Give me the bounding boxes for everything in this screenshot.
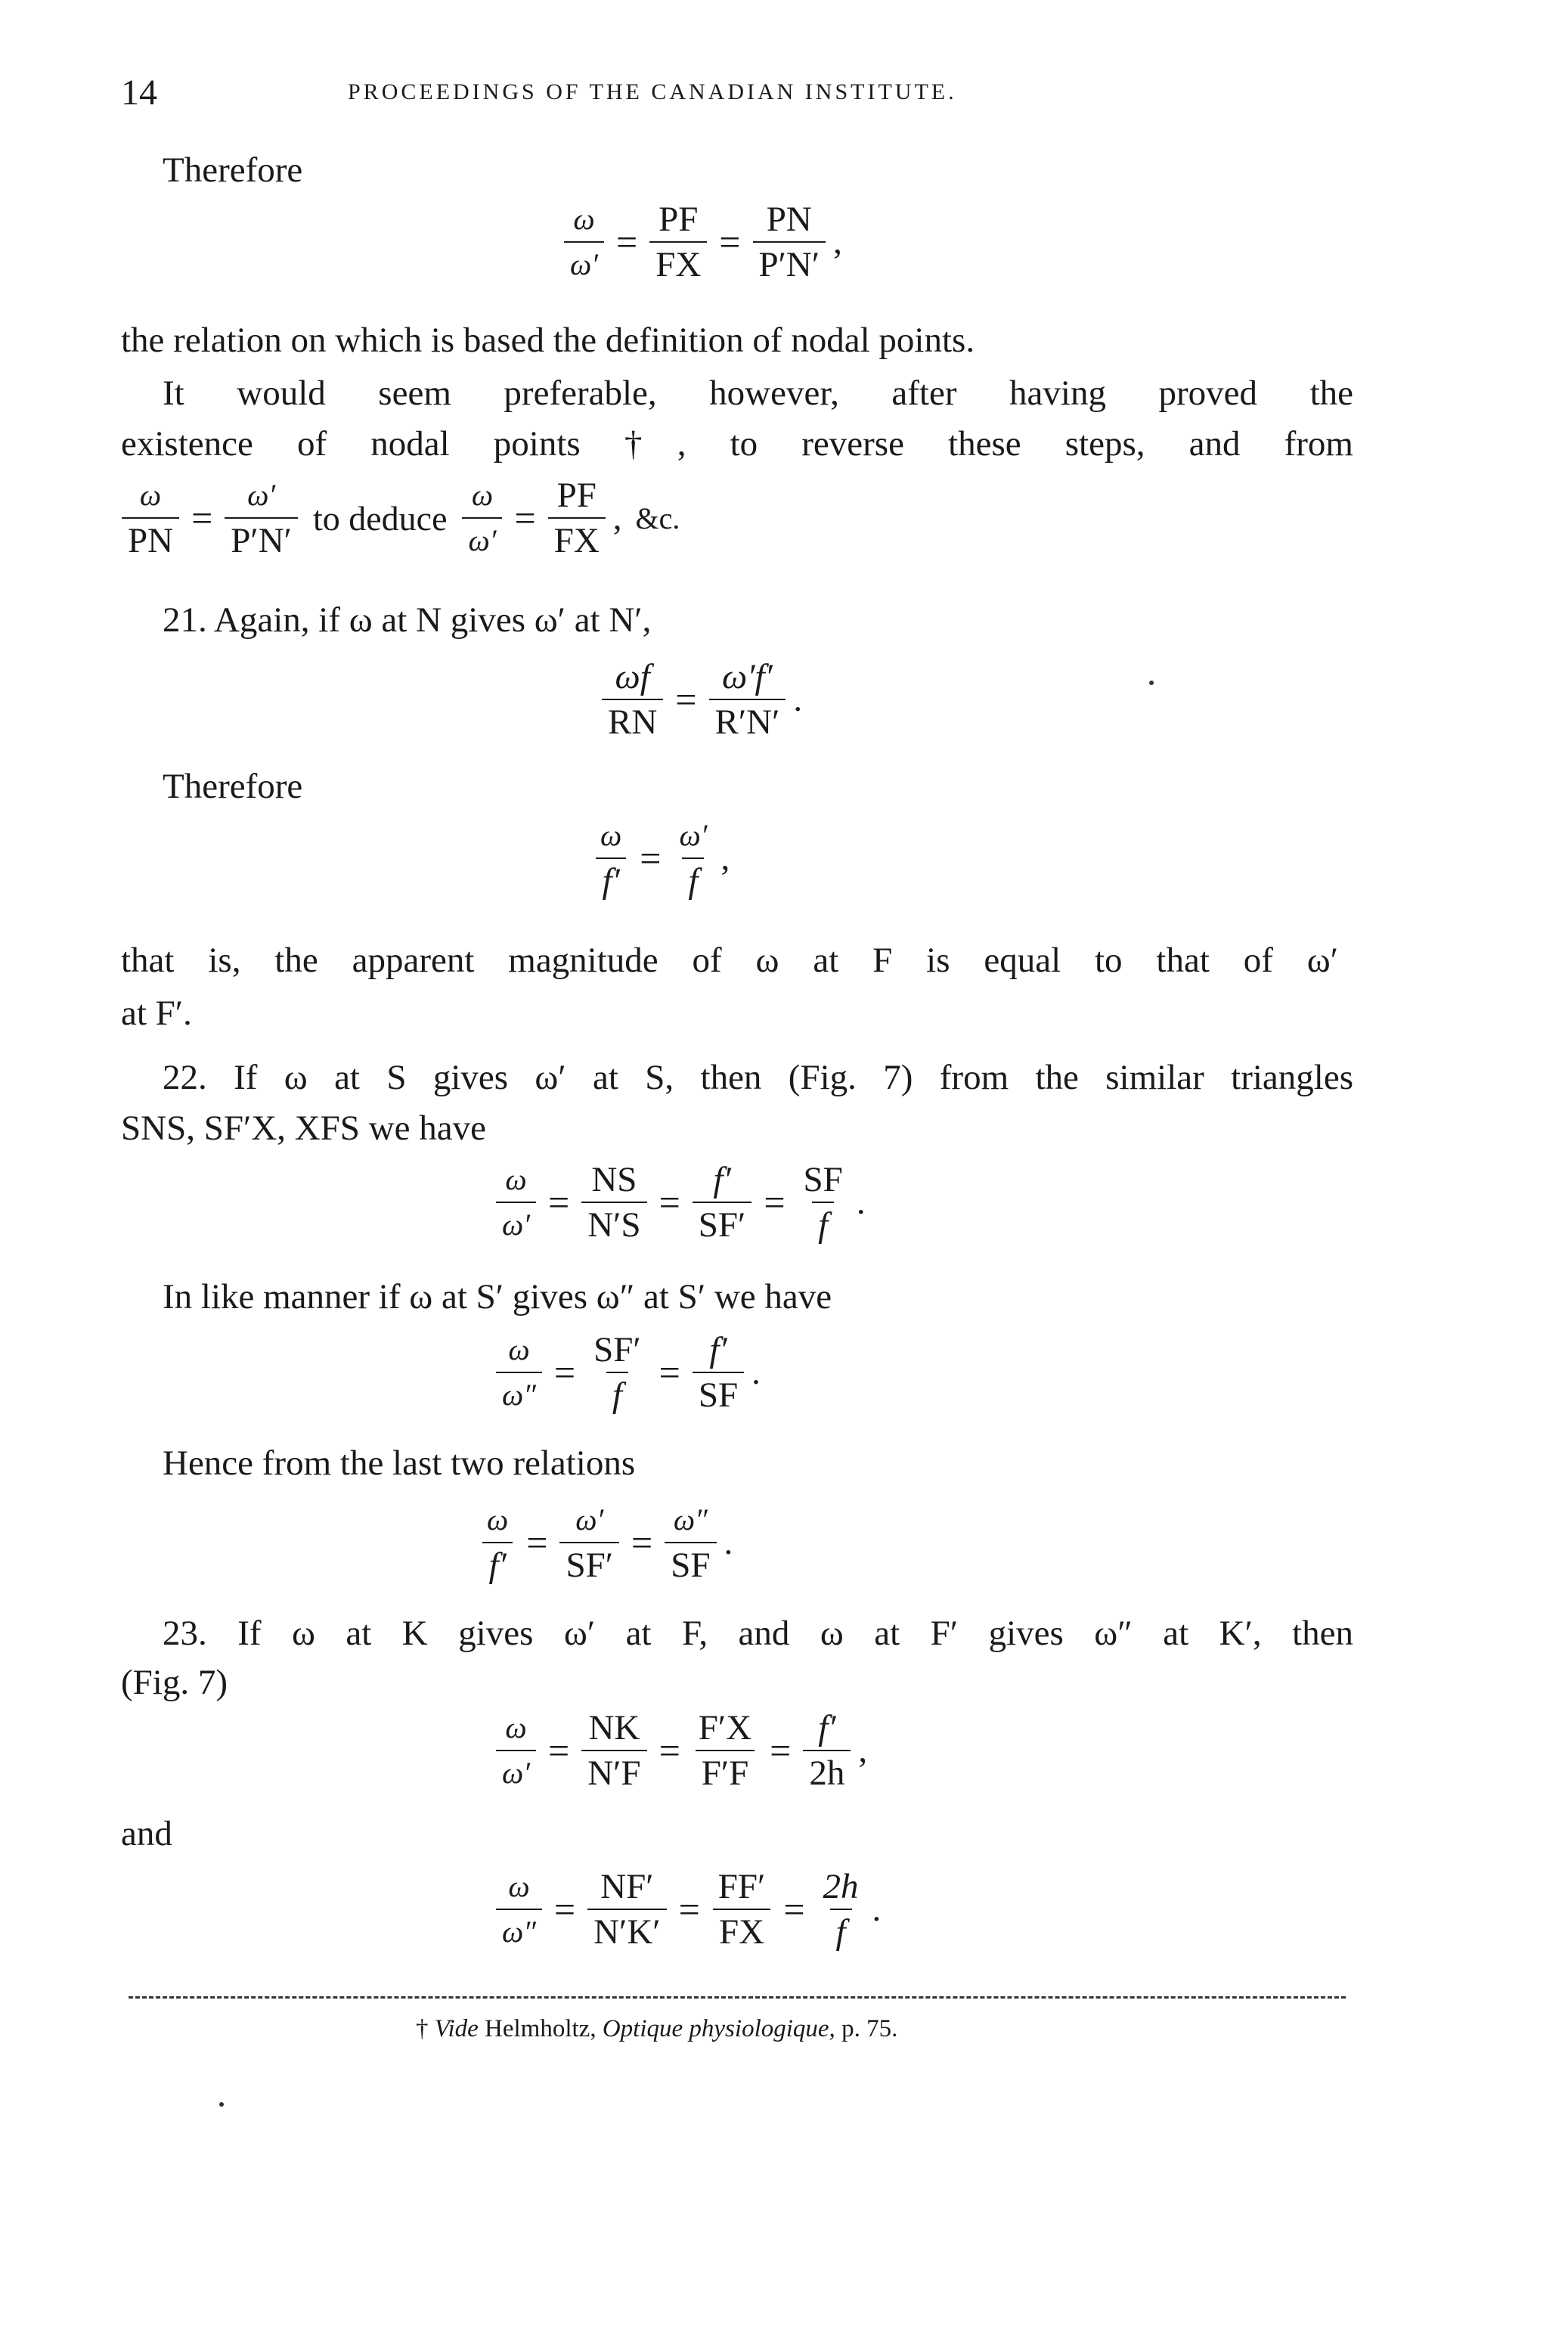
footnote-author: Helmholtz, bbox=[485, 2015, 597, 2042]
footnote-mark: † bbox=[416, 2015, 429, 2042]
equals-sign: = bbox=[719, 221, 741, 263]
fraction: $\frac{\omega}{\omega'}$ bbox=[496, 1709, 536, 1792]
equation-2 bbox=[597, 658, 802, 741]
fraction: $\frac{\omega}{\omega''}$ bbox=[496, 1868, 542, 1951]
equals-sign: = bbox=[631, 1521, 653, 1564]
punctuation: , bbox=[720, 839, 730, 878]
paragraph-seem-line-2: existence of nodal points †, to reverse these steps, and from bbox=[121, 424, 1353, 464]
punctuation: . bbox=[872, 1890, 882, 1929]
inline-expression: $\frac{\omega}{PN}$ = $\frac{\omega'}{P'N'}$ to deduce $\frac{\omega}{\omega'}$ = $\frac{PF}{FX}$ , &c. bbox=[117, 476, 680, 560]
fraction: $\frac{\omega}{f'}$ bbox=[594, 817, 628, 900]
running-title: PROCEEDINGS OF THE CANADIAN INSTITUTE. bbox=[348, 79, 957, 104]
fraction: $\frac{\omega'}{SF'}$ bbox=[559, 1501, 619, 1584]
equals-sign: = bbox=[526, 1521, 548, 1564]
paragraph-22-line-1: 22. If ω at S gives ω′ at S, then (Fig. 7) from the similar triangles bbox=[163, 1058, 1353, 1097]
fraction: $\frac{\omega'}{f}$ bbox=[679, 818, 708, 901]
equation-3 bbox=[590, 817, 730, 900]
equals-sign: = bbox=[764, 1181, 786, 1223]
equals-sign: = bbox=[658, 1729, 680, 1772]
fraction: $\frac{f'}{SF'}$ bbox=[693, 1161, 752, 1244]
equals-sign: = bbox=[675, 678, 697, 721]
stray-dot bbox=[1149, 681, 1154, 685]
fraction: $\frac{NK}{N'F}$ bbox=[581, 1709, 646, 1792]
equals-sign: = bbox=[640, 837, 662, 879]
fraction: $\frac{SF'}{f}$ bbox=[593, 1330, 641, 1415]
fraction: $\frac{\omega'f'}{R'N'}$ bbox=[709, 658, 786, 741]
fraction: $\frac{f'}{SF}$ bbox=[693, 1331, 744, 1414]
page-header bbox=[121, 72, 1361, 117]
fraction: $\frac{\omega}{f'}$ bbox=[481, 1501, 514, 1584]
page-number: 14 bbox=[121, 73, 157, 113]
fraction: $\frac{FF'}{FX}$ bbox=[712, 1868, 772, 1951]
inline-connector: to deduce bbox=[312, 498, 448, 538]
fraction: $\frac{f'}{2h}$ bbox=[803, 1709, 851, 1792]
paragraph-apparent-line-2: at F′. bbox=[121, 994, 192, 1033]
stray-dot bbox=[219, 2102, 224, 2107]
fraction: $\frac{2h}{f}$ bbox=[823, 1867, 859, 1952]
equation-1 bbox=[559, 200, 842, 284]
equals-sign: = bbox=[553, 1351, 576, 1394]
equals-sign: = bbox=[548, 1729, 570, 1772]
punctuation: . bbox=[793, 680, 803, 719]
equals-sign: = bbox=[658, 1351, 680, 1394]
punctuation: . bbox=[724, 1523, 733, 1562]
therefore-2: Therefore bbox=[163, 767, 303, 806]
paragraph-21: 21. Again, if ω at N gives ω′ at N′, bbox=[163, 600, 652, 640]
equation-5 bbox=[491, 1331, 761, 1414]
fraction: $\frac{F'X}{F'F}$ bbox=[693, 1709, 758, 1792]
punctuation: . bbox=[751, 1353, 761, 1392]
paragraph-22-line-2: SNS, SF′X, XFS we have bbox=[121, 1109, 486, 1148]
paragraph-23-line-1: 23. If ω at K gives ω′ at F, and ω at F′ gives ω″ at K′, then bbox=[163, 1614, 1353, 1653]
equals-sign: = bbox=[783, 1888, 805, 1930]
fraction: $\frac{NF'}{N'K'}$ bbox=[587, 1868, 666, 1951]
fraction: $\frac{PF}{FX}$ bbox=[548, 476, 606, 560]
paragraph-23-line-2: (Fig. 7) bbox=[121, 1663, 228, 1702]
fraction: $\frac{\omega f}{RN}$ bbox=[602, 658, 663, 741]
paragraph-hence: Hence from the last two relations bbox=[163, 1444, 636, 1483]
et-cetera: &c. bbox=[635, 501, 680, 535]
equation-6 bbox=[476, 1501, 733, 1584]
footnote-work: Optique physiologique, bbox=[602, 2015, 835, 2042]
fraction: $\frac{SF}{f}$ bbox=[803, 1160, 843, 1245]
equation-4 bbox=[491, 1161, 866, 1244]
footnote-rule bbox=[129, 1996, 1346, 1999]
equals-sign: = bbox=[616, 221, 638, 263]
therefore-1: Therefore bbox=[163, 150, 303, 190]
equals-sign: = bbox=[678, 1888, 700, 1930]
footnote-page: p. 75. bbox=[841, 2015, 898, 2042]
fraction: $\frac{PN}{P'N'}$ bbox=[753, 200, 826, 284]
punctuation: , bbox=[833, 222, 842, 262]
fraction: $\frac{\omega}{\omega''}$ bbox=[496, 1331, 542, 1414]
paragraph-seem-line-1: It would seem preferable, however, after having proved the bbox=[163, 374, 1353, 413]
equals-sign: = bbox=[658, 1181, 680, 1223]
footnote-vide: Vide bbox=[434, 2015, 479, 2042]
fraction: $\frac{\omega}{\omega'}$ bbox=[462, 476, 502, 560]
paragraph-apparent-line-1: that is, the apparent magnitude of ω at F is equal to that of ω′ bbox=[121, 941, 1338, 980]
equation-7 bbox=[491, 1709, 867, 1792]
equation-8 bbox=[491, 1868, 881, 1951]
word-and: and bbox=[121, 1814, 172, 1853]
fraction: $\frac{NS}{N'S}$ bbox=[581, 1161, 646, 1244]
fraction: $\frac{\omega}{\omega'}$ bbox=[564, 200, 604, 284]
punctuation: . bbox=[856, 1183, 866, 1222]
paragraph-like-manner: In like manner if ω at S′ gives ω″ at S′ we have bbox=[163, 1277, 832, 1316]
punctuation: , bbox=[858, 1731, 868, 1770]
fraction: $\frac{\omega'}{P'N'}$ bbox=[225, 476, 298, 560]
fraction: $\frac{\omega}{\omega'}$ bbox=[496, 1161, 536, 1244]
equals-sign: = bbox=[770, 1729, 792, 1772]
fraction: $\frac{\omega}{PN}$ bbox=[122, 476, 179, 560]
equals-sign: = bbox=[548, 1181, 570, 1223]
equals-sign: = bbox=[514, 497, 536, 539]
fraction: $\frac{PF}{FX}$ bbox=[649, 200, 707, 284]
footnote bbox=[416, 2015, 897, 2043]
paragraph-relation: the relation on which is based the definition of nodal points. bbox=[121, 321, 975, 360]
equals-sign: = bbox=[191, 497, 213, 539]
equals-sign: = bbox=[553, 1888, 576, 1930]
fraction: $\frac{\omega''}{SF}$ bbox=[665, 1501, 716, 1584]
